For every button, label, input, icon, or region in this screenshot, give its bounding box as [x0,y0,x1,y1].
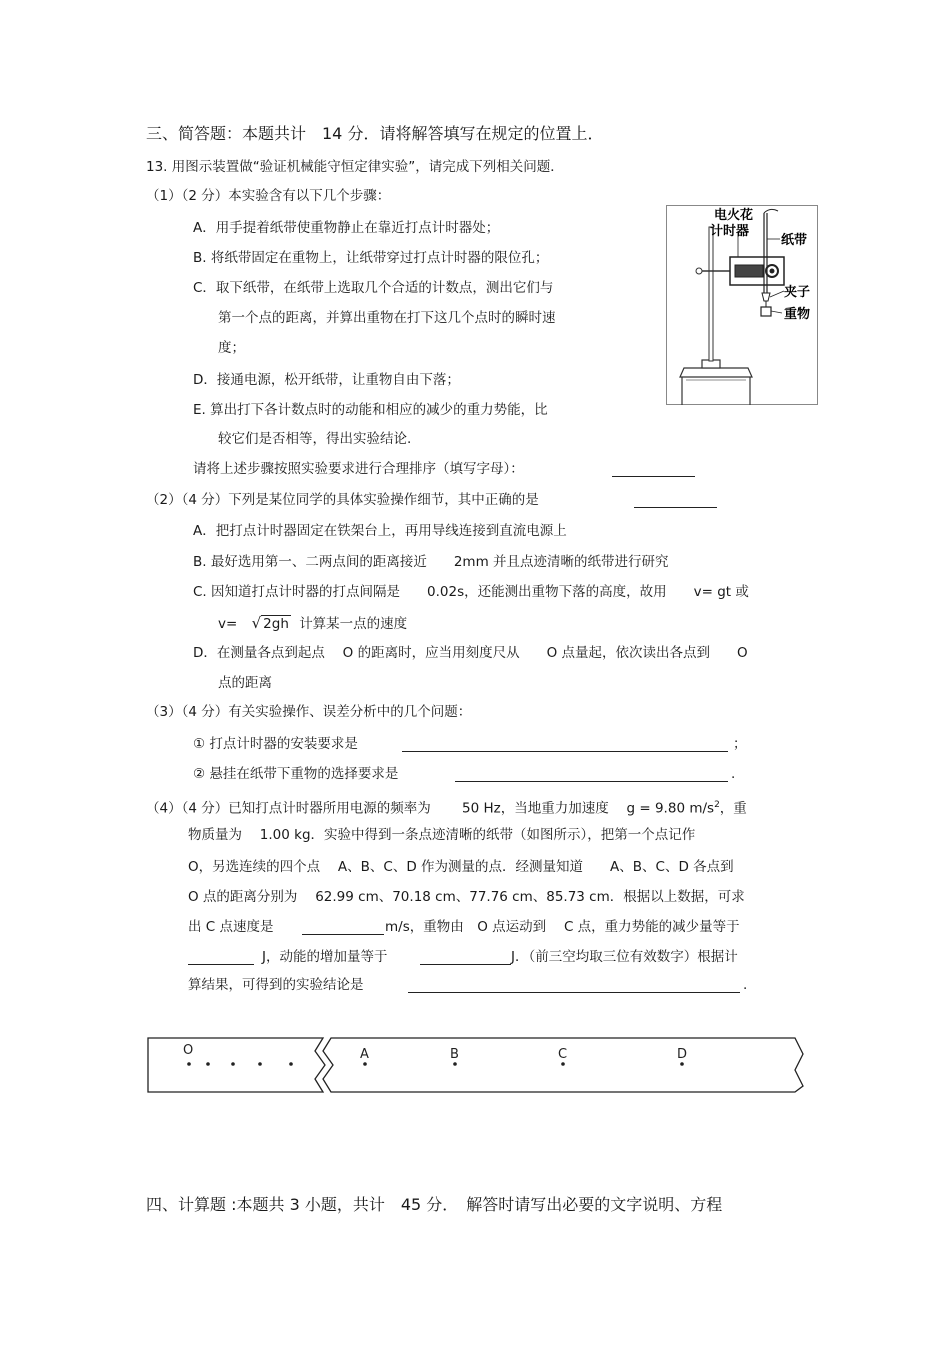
part4-line4: O 点的距离分别为 62.99 cm、70.18 cm、77.76 cm、85.73 cm．根据以上数据，可求 [188,889,745,905]
velocity-c-blank[interactable] [302,934,384,935]
tape-label-b: B [450,1047,459,1062]
tape-dot-b [453,1062,457,1066]
part1-header: （1）（2 分）本实验含有以下几个步骤： [146,188,391,204]
part4-line1-end: ，重 [719,800,747,817]
formula-suffix: 计算某一点的速度 [299,616,408,632]
part3-item1-end: ； [733,736,747,752]
label-spark-timer-2: 计时器 [710,224,750,239]
tape-dot [206,1062,210,1066]
weight [761,307,771,316]
question13-title: 13. 用图示装置做“验证机械能守恒定律实验”，请完成下列相关问题． [146,159,564,175]
tape-label-a: A [360,1047,369,1062]
tape-dot-c [561,1062,565,1066]
option-c-line2: v= √ 2gh 计算某一点的速度 [218,614,408,632]
part4-line3: O，另选连续的四个点 A、B、C、D 作为测量的点．经测量知道 A、B、C、D 各点到 [188,859,734,875]
section3-heading: 三、简答题：本题共计 14 分．请将解答填写在规定的位置上． [146,124,604,143]
part2-answer-blank[interactable] [634,507,717,508]
formula-v-equals: v= [218,616,238,632]
potential-energy-blank[interactable] [188,964,254,965]
part4-line5-a: 出 C 点速度是 [188,919,274,935]
conclusion-blank[interactable] [408,992,740,993]
tape-dot [231,1062,235,1066]
tape-label-d: D [677,1047,688,1062]
step-d: D．接通电源，松开纸带，让重物自由下落； [193,372,460,388]
option-c-line1: C. 因知道打点计时器的打点间隔是 0.02s，还能测出重物下落的高度，故用 v= gt 或 [193,584,749,600]
part4-line2: 物质量为 1.00 kg．实验中得到一条点迹清晰的纸带（如图所示），把第一个点记作 [188,827,696,843]
tape-dot-a [363,1062,367,1066]
option-b: B. 最好选用第一、二两点间的距离接近 2mm 并且点迹清晰的纸带进行研究 [193,554,669,570]
clip [762,293,770,301]
tape-dot [258,1062,262,1066]
part3-item2: ② 悬挂在纸带下重物的选择要求是 [193,766,399,782]
label-weight: 重物 [784,307,811,322]
paper-tape-diagram [145,1034,810,1096]
part3-item1: ① 打点计时器的安装要求是 [193,736,358,752]
formula-sqrt-2gh: 2gh [263,616,289,632]
step-c-line2: 第一个点的距离，并算出重物在打下这几个点时的瞬时速 [218,310,556,326]
part4-line1-sup: 2 [714,800,720,810]
section4-heading: 四、计算题 :本题共 3 小题，共计 45 分． 解答时请写出必要的文字说明、方程 [146,1195,723,1214]
tape-dot-o [187,1062,191,1066]
label-tape: 纸带 [781,233,808,248]
option-d-line1: D．在测量各点到起点 O 的距离时，应当用刻度尺从 O 点量起，依次读出各点到 O [193,645,748,661]
step-c-line1: C．取下纸带，在纸带上选取几个合适的计数点，测出它们与 [193,280,554,296]
table-top [680,368,752,377]
tape-dot-d [680,1062,684,1066]
part4-line5-b: m/s，重物由 O 点运动到 C 点，重力势能的减少量等于 [385,919,740,935]
tape-dot [289,1062,293,1066]
part3-header: （3）（4 分）有关实验操作、误差分析中的几个问题： [146,704,472,720]
tape-segment-left [148,1038,325,1092]
step-e-line2: 较它们是否相等，得出实验结论. [218,431,412,447]
item2-answer-blank[interactable] [455,781,728,782]
apparatus-figure [666,205,818,405]
option-d-line2: 点的距离 [218,675,272,691]
part4-line7-end: . [743,977,748,993]
part4-line6-a: J，动能的增加量等于 [262,949,388,965]
part2-header: （2）（4 分）下列是某位同学的具体实验操作细节，其中正确的是 [146,492,539,508]
kinetic-energy-blank[interactable] [420,964,511,965]
order-prompt: 请将上述步骤按照实验要求进行合理排序（填写字母）： [193,461,524,477]
label-spark-timer-1: 电火花 [714,208,754,223]
order-answer-blank[interactable] [612,476,695,477]
step-c-line3: 度； [218,340,245,356]
part3-item2-end: . [731,766,736,782]
step-a: A．用手提着纸带使重物静止在靠近打点计时器处； [193,220,500,236]
part4-line1-text: （4）（4 分）已知打点计时器所用电源的频率为 50 Hz，当地重力加速度 g = 9.80 m/s [146,800,715,817]
part4-line6-b: J．（前三空均取三位有效数字）根据计 [511,949,738,965]
label-clip: 夹子 [784,285,811,300]
item1-answer-blank[interactable] [402,751,728,752]
step-e-line1: E. 算出打下各计数点时的动能和相应的减少的重力势能，比 [193,402,548,418]
part4-line7-a: 算结果，可得到的实验结论是 [188,977,364,993]
tape-label-o: O [183,1043,194,1058]
step-b: B. 将纸带固定在重物上，让纸带穿过打点计时器的限位孔； [193,250,549,266]
part4-line1 [146,796,747,818]
tape-label-c: C [558,1047,568,1062]
option-a: A．把打点计时器固定在铁架台上，再用导线连接到直流电源上 [193,523,567,539]
